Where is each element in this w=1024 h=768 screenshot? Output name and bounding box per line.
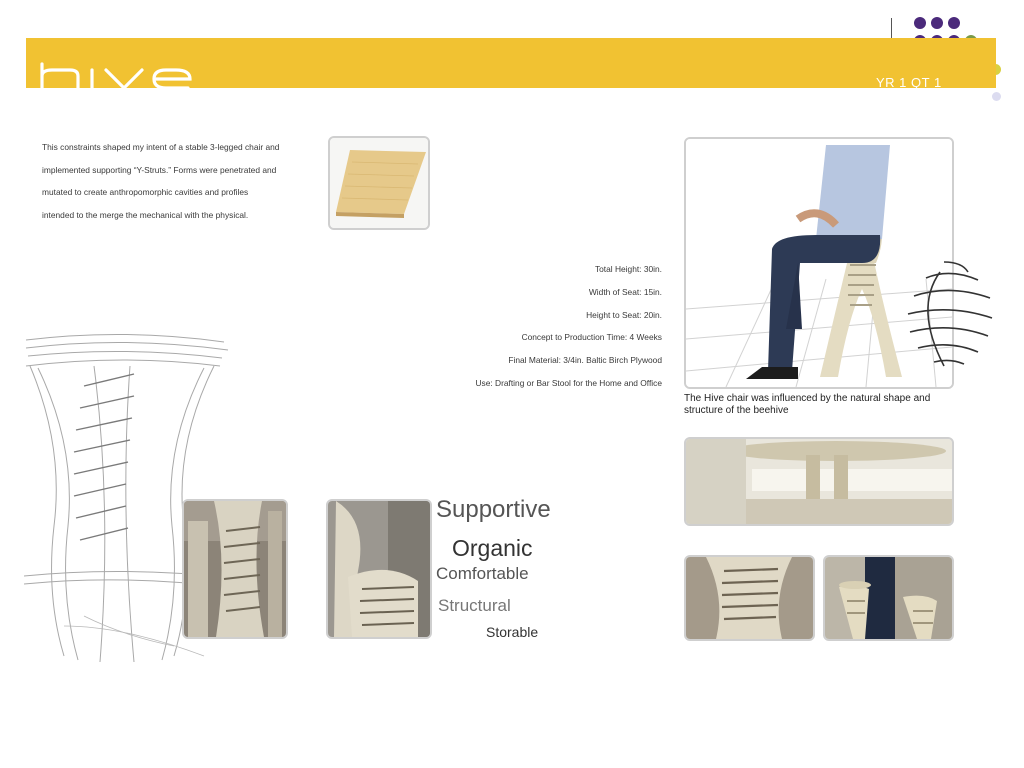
quality-comfortable: Comfortable: [436, 564, 529, 583]
spec-production-time: Concept to Production Time: 4 Weeks: [521, 332, 662, 343]
chair-profile-photo: [326, 499, 432, 639]
chair-standing-photo: [823, 555, 954, 641]
intro-line: implemented supporting “Y-Struts.” Forms were penetrated and: [42, 164, 277, 175]
intro-line: This constraints shaped my intent of a stable 3-legged chair and: [42, 142, 280, 152]
quality-storable: Storable: [486, 624, 539, 640]
photo-caption: The Hive chair was influenced by the natural shape and structure of the beehive: [684, 393, 931, 416]
hive-logo: [38, 62, 218, 88]
spec-use: Use: Drafting or Bar Stool for the Home and Office: [475, 377, 662, 388]
quality-structural: Structural: [438, 596, 511, 615]
course-tag: YR 1 QT 1: [876, 75, 942, 90]
chair-slots-photo: [684, 555, 815, 641]
beehive-sketch: [904, 258, 994, 370]
spec-seat-width: Width of Seat: 15in.: [588, 286, 662, 297]
plywood-sheet-photo: [328, 136, 430, 230]
spec-seat-height: Height to Seat: 20in.: [586, 309, 662, 320]
intro-paragraph: [42, 136, 322, 226]
quality-organic: Organic: [452, 535, 533, 561]
chair-spine-photo: [182, 499, 288, 639]
spec-list: [440, 258, 662, 395]
spec-material: Final Material: 3/4in. Baltic Birch Plywood: [508, 355, 662, 366]
quality-supportive: Supportive: [436, 496, 551, 523]
corner-divider-line: [891, 18, 892, 38]
intro-line: intended to the merge the mechanical with the physical.: [42, 209, 249, 220]
intro-line: mutated to create anthropomorphic cavities and profiles: [42, 187, 249, 198]
seat-detail-photo: [684, 437, 954, 526]
spec-total-height: Total Height: 30in.: [594, 264, 662, 274]
